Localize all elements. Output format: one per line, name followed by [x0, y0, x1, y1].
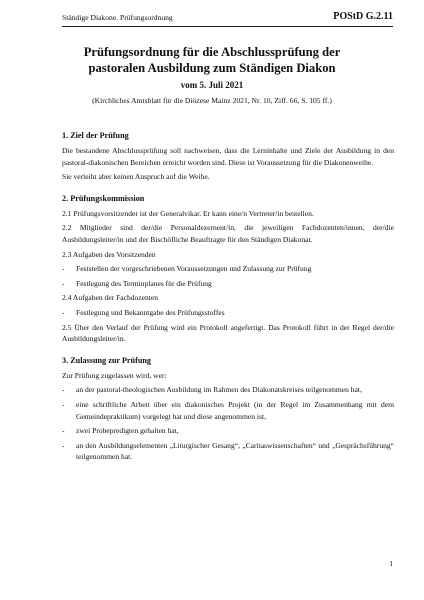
paragraph: 2.5 Über den Verlauf der Prüfung wird ein Protokoll angefertigt. Das Protokoll führt in der Regel der/die Ausbildungsleiter/in.: [62, 322, 394, 344]
list-item-text: an den Ausbildungselementen „Liturgischer Gesang“, „Caritaswissenschaften“ und „Gesprächsführung“ teilgenommen hat.: [76, 440, 394, 462]
list-item: [62, 263, 394, 275]
list-item-text: Feststellen der vorgeschriebenen Voraussetzungen und Zulassung zur Prüfung: [76, 264, 312, 274]
section-heading: 2. Prüfungskommission: [62, 193, 145, 203]
document-title: [0, 44, 424, 76]
source-citation: (Kirchliches Amtsblatt für die Diözese Mainz 2021, Nr. 10, Ziff. 66, S. 105 ff.): [92, 96, 332, 105]
document-date: vom 5. Juli 2021: [180, 80, 244, 90]
list-item: [62, 425, 394, 437]
section-heading: 1. Ziel der Prüfung: [62, 131, 129, 140]
paragraph: 2.2 Mitglieder sind der/die Personaldezernent/in, die jeweiligen Fachdozenten/innen, der/die Ausbildungsleiter/in und der Bischöfliche Beauftragte für den Ständigen Diakonat.: [62, 223, 394, 244]
dash-bullet: -: [62, 440, 65, 450]
dash-bullet: -: [62, 278, 65, 288]
document-code: POStD G.2.11: [333, 11, 393, 22]
dash-bullet: -: [62, 426, 65, 436]
list-item: [62, 384, 394, 396]
title-line-1: Prüfungsordnung für die Abschlussprüfung der: [83, 45, 341, 59]
section-2: [62, 193, 394, 345]
paragraph: 2.4 Aufgaben der Fachdozenten: [62, 293, 158, 303]
paragraph: 2.3 Aufgaben des Vorsitzenden: [62, 249, 156, 259]
list-item-text: Festlegung des Terminplanes für die Prüfung: [76, 278, 212, 288]
list-item-text: an der pastoral-theologischen Ausbildung im Rahmen des Diakonatskreises teilgenommen hat,: [76, 385, 362, 395]
list-item: [62, 399, 394, 422]
page-number: 1: [389, 559, 393, 568]
list-item-text: Festlegung und Bekanntgabe des Prüfungsstoffes: [76, 307, 225, 317]
paragraph: Die bestandene Abschlussprüfung soll nachweisen, dass die Lerninhalte und Ziele der Ausbildung in den pastoral-diakonischen Bereichen erreicht worden sind. Diese ist Voraussetzung für die Diakonenweihe.: [62, 146, 394, 167]
document-body: [62, 130, 394, 473]
list-item: [62, 440, 394, 463]
dash-bullet: -: [62, 399, 65, 409]
section-heading: 3. Zulassung zur Prüfung: [62, 355, 152, 365]
running-header-title: Ständige Diakone. Prüfungsordnung: [62, 13, 173, 22]
list-item-text: eine schriftliche Arbeit über ein diakonisches Projekt (in der Regel im Zusammenhang mit dem Gemeindepraktikum) vorgelegt hat und diese angenommen ist,: [76, 399, 394, 421]
header-rule: [62, 26, 393, 27]
section-1: [62, 130, 394, 183]
paragraph: Sie verleiht aber keinen Anspruch auf die Weihe.: [62, 172, 210, 182]
title-line-2: pastoralen Ausbildung zum Ständigen Diakon: [88, 61, 336, 75]
list-item: [62, 278, 394, 290]
section-3: [62, 355, 394, 463]
dash-bullet: -: [62, 385, 65, 395]
paragraph: 2.1 Prüfungsvorsitzender ist der Generalvikar. Er kann eine/n Vertreter/in bestellen.: [62, 208, 314, 218]
list-item: [62, 307, 394, 319]
dash-bullet: -: [62, 264, 65, 274]
dash-bullet: -: [62, 307, 65, 317]
paragraph: Zur Prüfung zugelassen wird, wer:: [62, 370, 167, 380]
list-item-text: zwei Probepredigten gehalten hat,: [76, 426, 179, 436]
